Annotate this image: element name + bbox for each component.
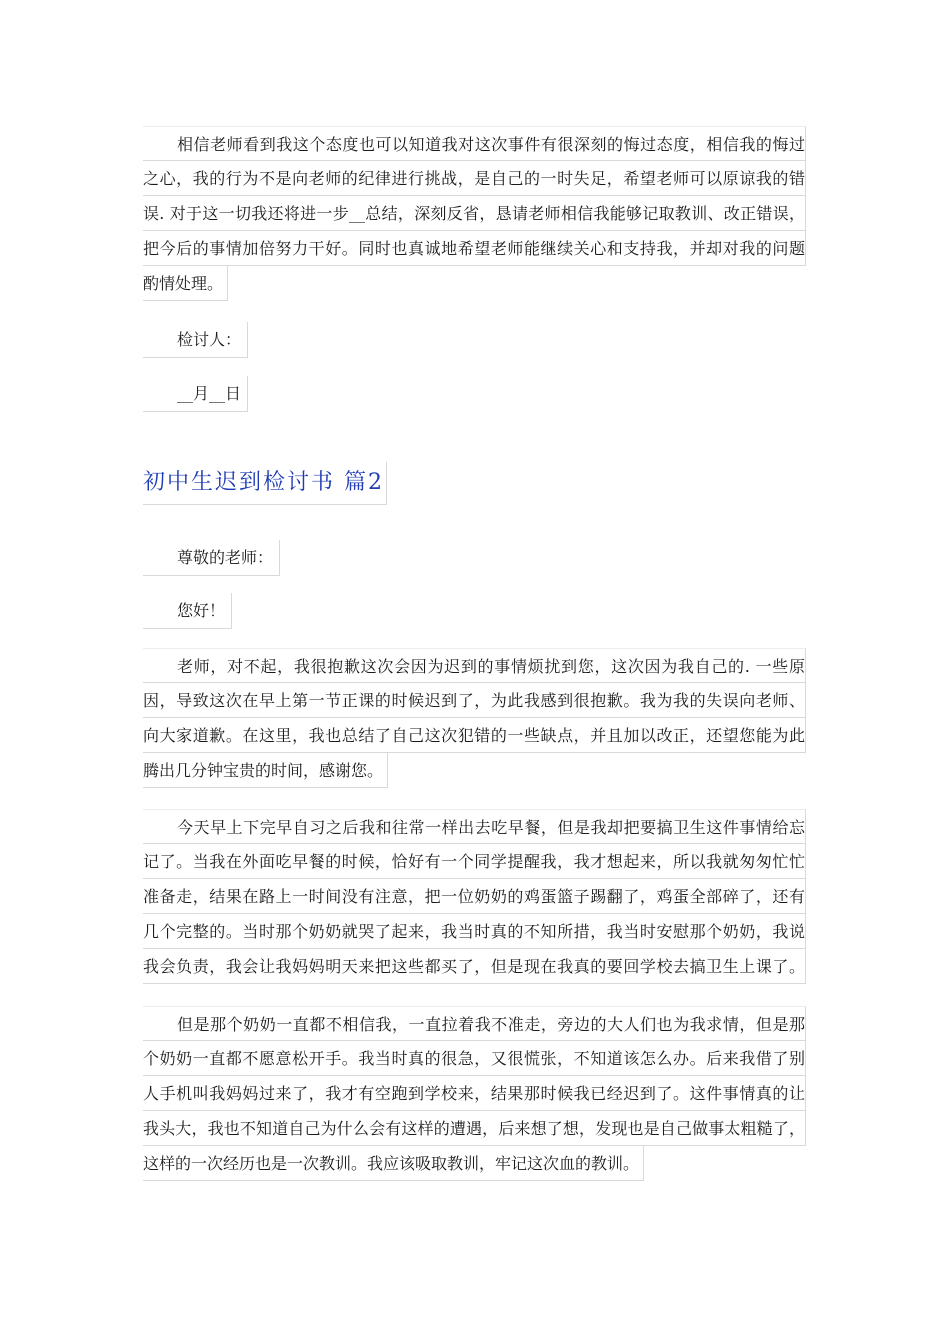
date-line: __月__日	[143, 376, 248, 412]
paragraph-line: 个奶奶一直都不愿意松开手。我当时真的很急，又很慌张，不知道该怎么办。后来我借了别	[143, 1041, 806, 1076]
section-heading: 初中生迟到检讨书 篇2	[143, 462, 387, 505]
paragraph-line: 人手机叫我妈妈过来了，我才有空跑到学校来，结果那时候我已经迟到了。这件事情真的让	[143, 1076, 806, 1111]
paragraph-line: 准备走，结果在路上一时间没有注意，把一位奶奶的鸡蛋篮子踢翻了，鸡蛋全部碎了，还有	[143, 879, 806, 914]
paragraph-line: 记了。当我在外面吃早餐的时候，恰好有一个同学提醒我，我才想起来，所以我就匆匆忙忙	[143, 844, 806, 879]
paragraph-line: 我会负责，我会让我妈妈明天来把这些都买了，但是现在我真的要回学校去搞卫生上课了。	[143, 949, 806, 984]
paragraph-line: 之心，我的行为不是向老师的纪律进行挑战，是自己的一时失足，希望老师可以原谅我的错	[143, 161, 806, 196]
paragraph-1	[143, 126, 806, 305]
paragraph-line: 因，导致这次在早上第一节正课的时候迟到了，为此我感到很抱歉。我为我的失误向老师、	[143, 683, 806, 718]
paragraph-line: 但是那个奶奶一直都不相信我，一直拉着我不准走，旁边的大人们也为我求情，但是那	[143, 1006, 806, 1041]
paragraph-line: 向大家道歉。在这里，我也总结了自己这次犯错的一些缺点，并且加以改正，还望您能为此	[143, 718, 806, 753]
paragraph-line: 我头大，我也不知道自己为什么会有这样的遭遇，后来想了想，发现也是自己做事太粗糙了，	[143, 1111, 806, 1146]
paragraph-line: 这样的一次经历也是一次教训。我应该吸取教训，牢记这次血的教训。	[143, 1146, 644, 1181]
paragraph-4	[143, 1006, 806, 1185]
paragraph-3	[143, 809, 806, 984]
paragraph-line: 腾出几分钟宝贵的时间，感谢您。	[143, 753, 388, 788]
paragraph-line: 今天早上下完早自习之后我和往常一样出去吃早餐，但是我却把要搞卫生这件事情给忘	[143, 809, 806, 844]
paragraph-line: 把今后的事情加倍努力干好。同时也真诚地希望老师能继续关心和支持我，并却对我的问题	[143, 231, 806, 266]
paragraph-line: 酌情处理。	[143, 266, 228, 301]
paragraph-2	[143, 648, 806, 792]
paragraph-line: 几个完整的。当时那个奶奶就哭了起来，我当时真的不知所措，我当时安慰那个奶奶，我说	[143, 914, 806, 949]
paragraph-line: 老师，对不起，我很抱歉这次会因为迟到的事情烦扰到您，这次因为我自己的. 一些原	[143, 648, 806, 683]
greeting: 您好！	[143, 593, 232, 629]
signature-label: 检讨人：	[143, 322, 248, 358]
paragraph-line: 误. 对于这一切我还将进一步__总结，深刻反省，恳请老师相信我能够记取教训、改正错误，	[143, 196, 806, 231]
salutation: 尊敬的老师：	[143, 540, 280, 576]
paragraph-line: 相信老师看到我这个态度也可以知道我对这次事件有很深刻的悔过态度，相信我的悔过	[143, 126, 806, 161]
